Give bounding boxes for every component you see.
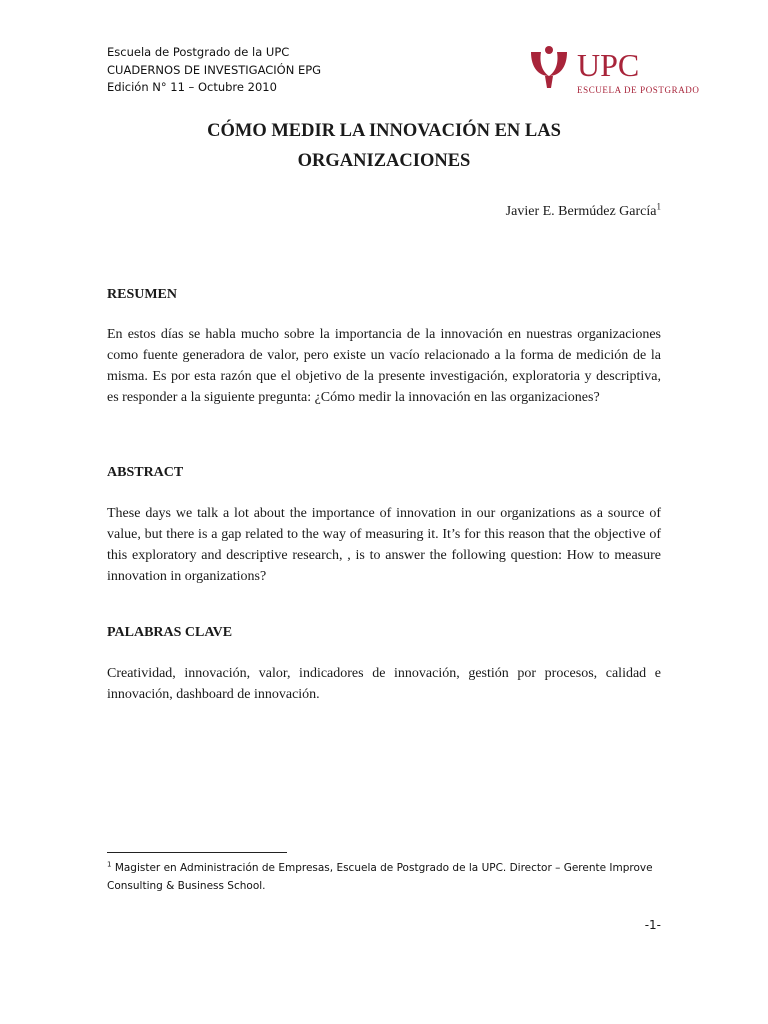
footnote [107, 859, 661, 895]
footnote-divider [107, 852, 287, 853]
abstract-body: These days we talk a lot about the importance of innovation in our organizations as a source of value, but there is a gap related to the way of measuring it. It’s for this reason that the objective of this exploratory and descriptive research, , is to answer the following question: How to measure innovation in organizations? [107, 506, 661, 584]
header-institution: Escuela de Postgrado de la UPC [107, 45, 290, 59]
paper-title [107, 116, 661, 176]
author-line [505, 201, 661, 220]
header-series: CUADERNOS DE INVESTIGACIÓN EPG [107, 62, 322, 77]
title-line-1: CÓMO MEDIR LA INNOVACIÓN EN LAS [207, 121, 561, 141]
page-number: -1- [644, 918, 661, 932]
footnote-text: Magister en Administración de Empresas, Escuela de Postgrado de la UPC. Director – Gerente Improve Consulting & Business School. [107, 862, 653, 892]
upc-logo [527, 42, 700, 98]
resumen-body: En estos días se habla mucho sobre la importancia de la innovación en nuestras organizaciones como fuente generadora de valor, pero existe un vacío relacionado a la forma de medición de la misma. Es por esta razón que el objetivo de la presente investigación, exploratoria y descriptiva, es responder a la siguiente pregunta: ¿Cómo medir la innovación en las organizaciones? [107, 327, 661, 405]
resumen-heading: RESUMEN [107, 287, 178, 302]
abstract-heading: ABSTRACT [107, 465, 184, 480]
keywords-body: Creatividad, innovación, valor, indicadores de innovación, gestión por procesos, calidad e innovación, dashboard de innovación. [107, 666, 661, 702]
author-footnote-marker: 1 [656, 201, 661, 212]
document-header [107, 44, 321, 97]
logo-wordmark: UPC [577, 47, 640, 83]
logo-subtitle: ESCUELA DE POSTGRADO [577, 85, 700, 95]
footnote-marker: 1 [107, 860, 112, 869]
keywords-heading: PALABRAS CLAVE [107, 625, 233, 640]
title-line-2: ORGANIZACIONES [297, 151, 471, 171]
header-edition: Edición N° 11 – Octubre 2010 [107, 80, 277, 94]
logo-wing-left-icon [531, 52, 549, 76]
logo-wing-right-icon [549, 52, 567, 76]
author-name: Javier E. Bermúdez García [505, 204, 657, 219]
